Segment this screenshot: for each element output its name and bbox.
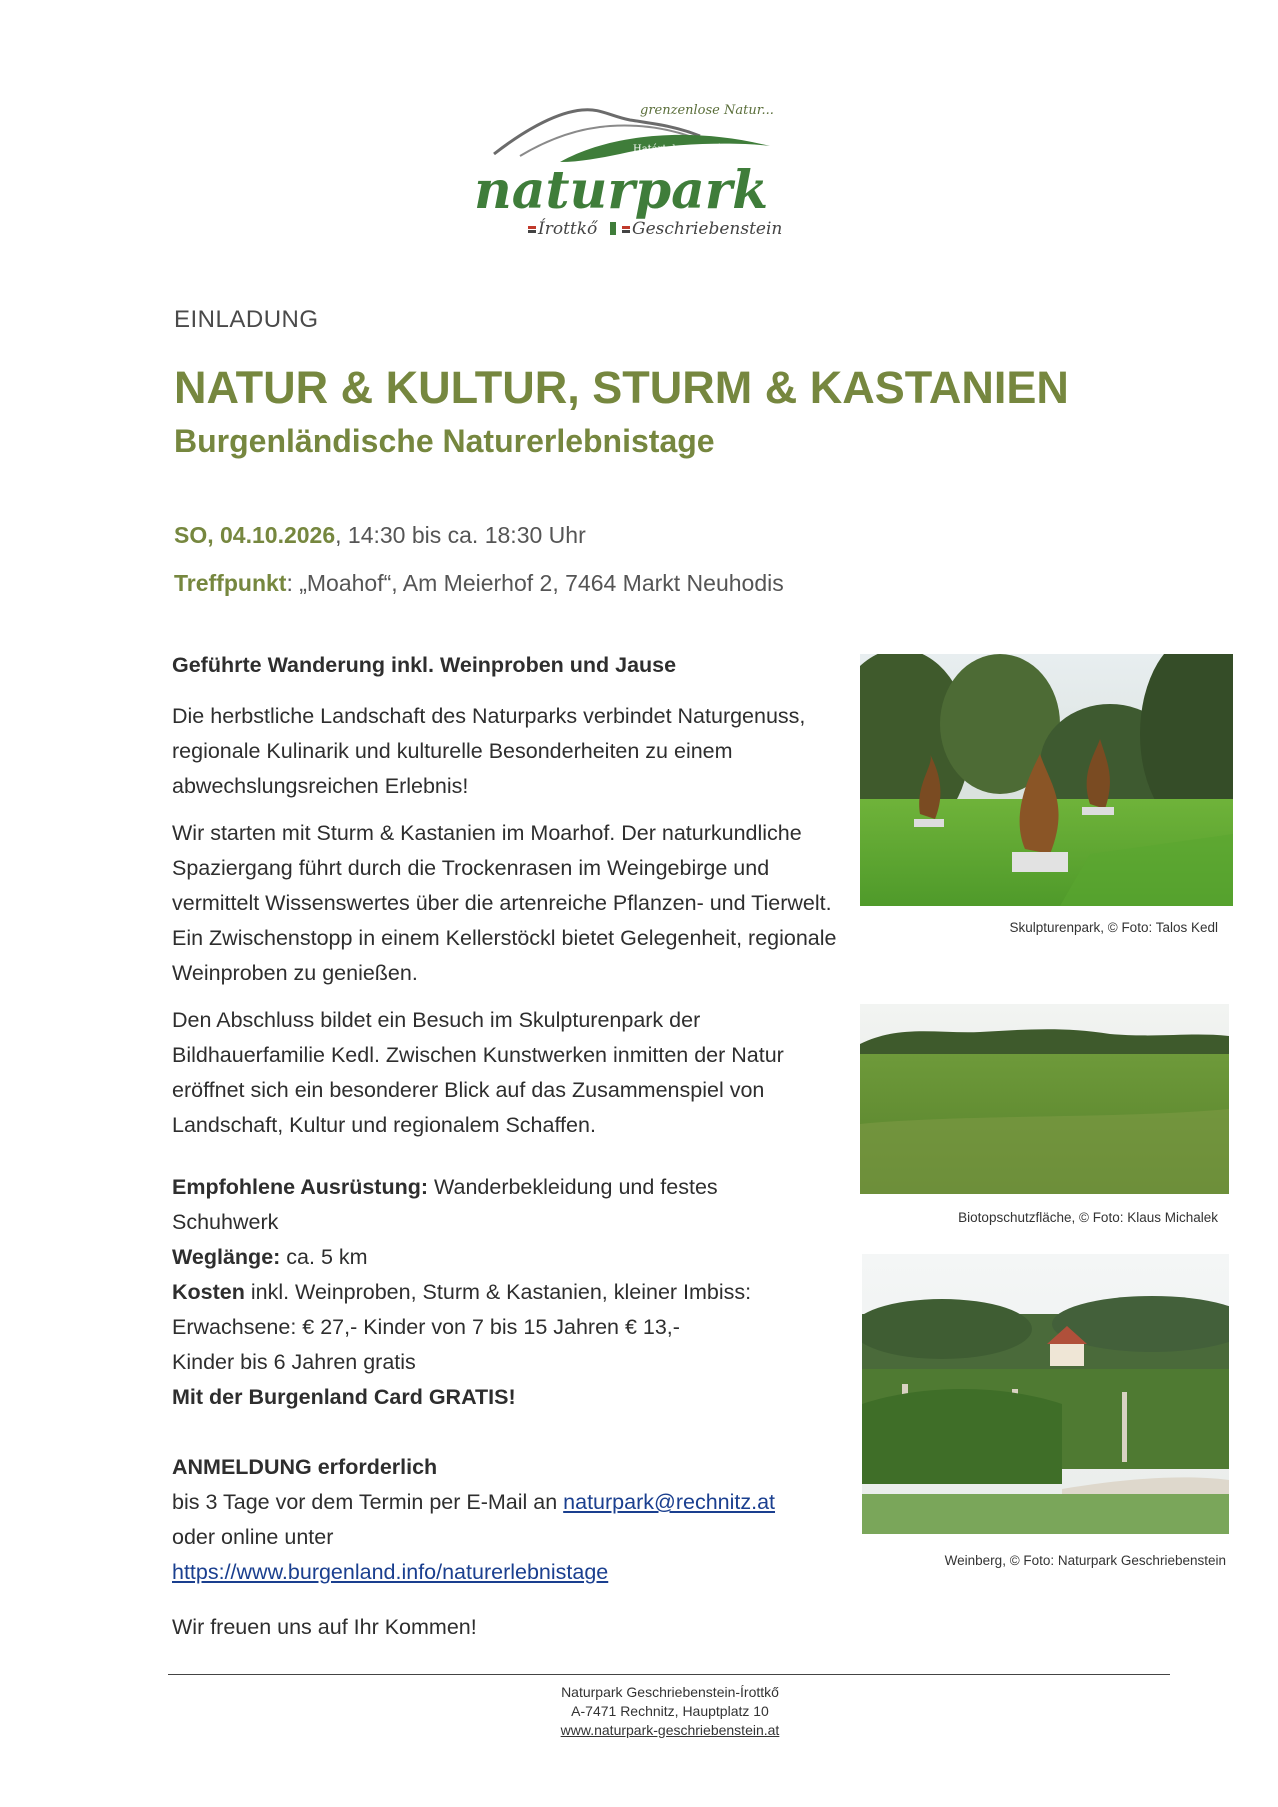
photo-sculpture-park xyxy=(860,654,1233,906)
body-text xyxy=(172,648,852,1143)
footer-divider xyxy=(168,1674,1170,1675)
burgenland-card-note: Mit der Burgenland Card GRATIS! xyxy=(172,1385,516,1409)
page-title: NATUR & KULTUR, STURM & KASTANIEN xyxy=(174,362,1069,413)
event-details xyxy=(172,1170,812,1415)
footer-website-link[interactable]: www.naturpark-geschriebenstein.at xyxy=(560,1722,780,1738)
body-paragraph-3: Den Abschluss bildet ein Besuch im Skulpturenpark der Bildhauerfamilie Kedl. Zwischen Kunstwerken inmitten der Natur eröffnet sich ein besonderer Blick auf das Zusammenspiel von Landschaft, Kultur und regionalem Schaffen. xyxy=(172,1008,784,1137)
cost-line xyxy=(172,1275,812,1310)
event-meeting-point xyxy=(174,570,784,597)
photo-vineyard xyxy=(862,1254,1229,1534)
page-subtitle: Burgenländische Naturerlebnistage xyxy=(174,423,715,459)
registration xyxy=(172,1450,852,1645)
vine-icon xyxy=(862,1389,1062,1484)
registration-line-3 xyxy=(172,1555,852,1590)
registration-heading: ANMELDUNG erforderlich xyxy=(172,1455,438,1479)
footer-address: A-7471 Rechnitz, Hauptplatz 10 xyxy=(571,1703,769,1719)
equipment-value: Wanderbekleidung und festes Schuhwerk xyxy=(172,1175,718,1234)
body-heading: Geführte Wanderung inkl. Weinproben und Jause xyxy=(172,653,677,677)
logo-brand: naturpark xyxy=(474,160,769,221)
closing-line: Wir freuen uns auf Ihr Kommen! xyxy=(172,1615,477,1639)
registration-text: bis 3 Tage vor dem Termin per E-Mail an xyxy=(172,1490,564,1514)
naturpark-logo xyxy=(470,96,820,246)
length-line xyxy=(172,1240,812,1275)
body-paragraph-2: Wir starten mit Sturm & Kastanien im Moarhof. Der naturkundliche Spaziergang führt durch die Trockenrasen im Weingebirge und vermittelt Wissenswertes über die artenreiche Pflanzen- und Tierwelt. Ein Zwischenstopp in einem Kellerstöckl bietet Gelegenheit, regionale Weinproben zu genießen. xyxy=(172,821,837,985)
length-label: Weglänge: xyxy=(172,1245,281,1269)
photo-caption-3: Weinberg, © Foto: Naturpark Geschriebenstein xyxy=(944,1553,1226,1568)
meet-label: Treffpunkt xyxy=(174,570,287,596)
event-time: , 14:30 bis ca. 18:30 Uhr xyxy=(335,522,586,548)
logo-region-right: Geschriebenstein xyxy=(632,219,783,239)
photo-biotope xyxy=(860,1004,1229,1194)
registration-line-2: oder online unter xyxy=(172,1525,334,1549)
email-link[interactable]: naturpark@rechnitz.at xyxy=(563,1490,776,1514)
logo-graphic xyxy=(470,96,820,246)
equipment-label: Empfohlene Ausrüstung: xyxy=(172,1175,429,1199)
footer-website xyxy=(440,1722,900,1738)
photo-caption-1: Skulpturenpark, © Foto: Talos Kedl xyxy=(1009,920,1218,935)
length-value: ca. 5 km xyxy=(280,1245,368,1269)
cost-value: inkl. Weinproben, Sturm & Kastanien, kleiner Imbiss: xyxy=(244,1280,752,1304)
event-date xyxy=(174,522,586,549)
meet-value: : „Moahof“, Am Meierhof 2, 7464 Markt Neuhodis xyxy=(286,570,784,596)
logo-tagline-de: grenzenlose Natur... xyxy=(640,103,774,118)
cost-line-2: Erwachsene: € 27,- Kinder von 7 bis 15 Jahren € 13,- xyxy=(172,1315,680,1339)
body-paragraph-1: Die herbstliche Landschaft des Naturparks verbindet Naturgenuss, regionale Kulinarik und kulturelle Besonderheiten zu einem abwechslungsreichen Erlebnis! xyxy=(172,704,806,798)
footer-org-name: Naturpark Geschriebenstein-Írottkő xyxy=(561,1684,779,1700)
cost-label: Kosten xyxy=(172,1280,245,1304)
logo-tagline-hu: Határtalan természet... xyxy=(633,144,752,155)
logo-region-left: Írottkő xyxy=(538,219,598,239)
photo-caption-2: Biotopschutzfläche, © Foto: Klaus Michalek xyxy=(958,1210,1218,1225)
equipment-line xyxy=(172,1170,812,1240)
registration-line-1 xyxy=(172,1485,852,1520)
event-date-bold: SO, 04.10.2026 xyxy=(174,522,336,548)
website-link[interactable]: https://www.burgenland.info/naturerlebnistage xyxy=(172,1560,609,1584)
invitation-kicker: EINLADUNG xyxy=(174,306,319,333)
cost-line-3: Kinder bis 6 Jahren gratis xyxy=(172,1350,416,1374)
